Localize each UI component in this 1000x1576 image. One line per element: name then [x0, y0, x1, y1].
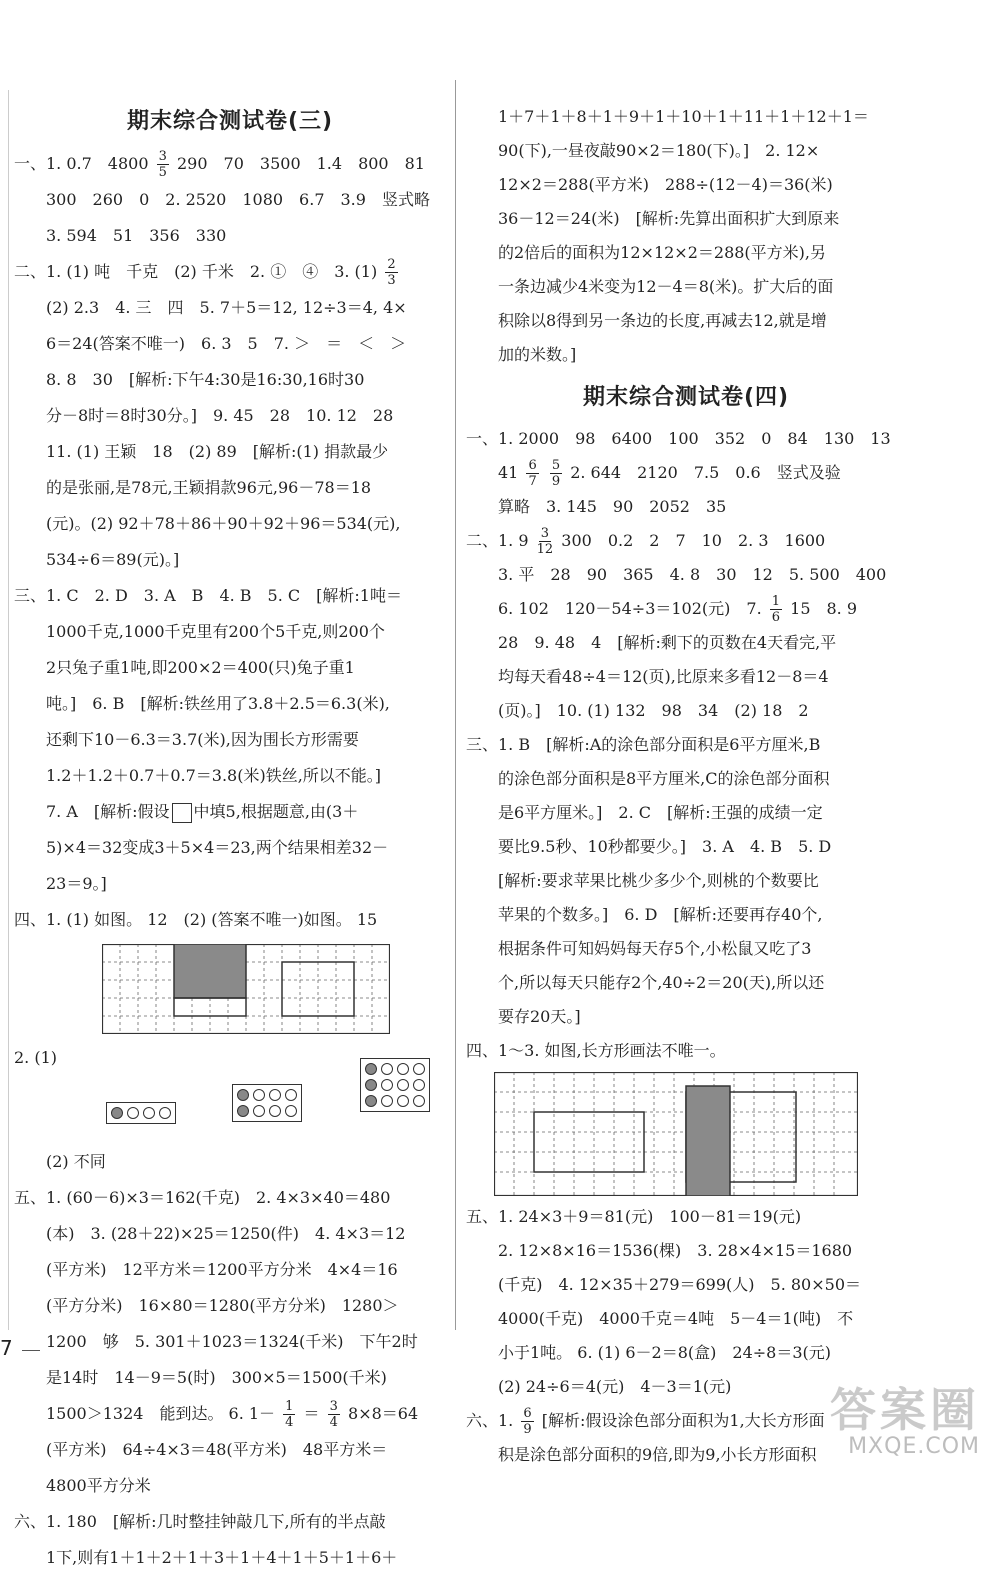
text-line: 还剩下10－6.3＝3.7(米),因为围长方形需要 — [46, 730, 359, 749]
text-line: (平方米) 64÷4×3＝48(平方米) 48平方米＝ — [46, 1440, 388, 1459]
text-line: 个,所以每天只能存2个,40÷2＝20(天),所以还 — [498, 973, 825, 992]
text-line: 1000千克,1000千克里有200个5千克,则200个 — [46, 622, 385, 641]
section-1-line-2: 300 260 0 2. 2520 1080 6.7 3.9 竖式略 — [46, 190, 430, 209]
fraction: $\frac{3}{12}$ — [536, 526, 554, 557]
text-line: (2) 2.3 4. 三 四 5. 7＋5＝12, 12÷3＝4, 4× — [46, 298, 407, 317]
text-line: 根据条件可知妈妈每天存5个,小松鼠又吃了3 — [498, 939, 812, 958]
fraction: $\frac{6}{7}$ — [528, 458, 537, 489]
text-line: 90(下),一昼夜敲90×2＝180(下)。] 2. 12× — [498, 141, 820, 160]
watermark-logo-text: 答案圈 — [830, 1383, 980, 1437]
blank-box — [172, 803, 192, 823]
text-line: 加的米数。] — [498, 345, 577, 364]
text-line: 534÷6＝89(元)。] — [46, 550, 180, 569]
r-section-4-line: 四、1～3. 如图,长方形画法不唯一。 — [466, 1041, 726, 1060]
text-line: 积除以8得到另一条边的长度,再减去12,就是增 — [498, 311, 827, 330]
watermark — [830, 1374, 980, 1459]
text-line: 的涂色部分面积是8平方厘米,C的涂色部分面积 — [498, 769, 830, 788]
r-section-1-line-2: 41 $\frac{6}{7}$ $\frac{5}{9}$ 2. 644 2120 7.5 0.6 竖式及验 — [498, 458, 841, 489]
text-line: 五、1. 24×3＋9＝81(元) 100－81＝19(元) — [466, 1207, 802, 1226]
page-number: 7 — [0, 1336, 13, 1360]
text-line: 苹果的个数多。] 6. D [解析:还要再存40个, — [498, 905, 823, 924]
text-line: 小于1吨。 6. (1) 6－2＝8(盒) 24÷8＝3(元) — [498, 1343, 832, 1362]
text-line: 1.2＋1.2＋0.7＋0.7＝3.8(米)铁丝,所以不能。] — [46, 766, 382, 785]
text-line: 23＝9。] — [46, 874, 107, 893]
column-divider — [455, 80, 456, 1330]
text-line: 分－8时＝8时30分。] 9. 45 28 10. 12 28 — [46, 406, 394, 425]
text-line: 要存20天。] — [498, 1007, 581, 1026]
section-3-lines — [14, 578, 446, 794]
fraction: $\frac{1}{6}$ — [771, 594, 781, 625]
dot-boxes — [14, 1078, 446, 1140]
section-5-lines — [14, 1180, 446, 1396]
text-line: 五、1. (60－6)×3＝162(千克) 2. 4×3×40＝480 — [14, 1188, 391, 1207]
r-section-1-line-1: 一、1. 2000 98 6400 100 352 0 84 130 13 — [466, 429, 891, 448]
text-line: 1200 够 5. 301＋1023＝1324(千米) 下午2时 — [46, 1332, 418, 1351]
section-4-item-2: 2. (1) — [14, 1048, 58, 1067]
box-4-dots — [106, 1102, 176, 1124]
text-line: 6＝24(答案不唯一) 6. 3 5 7. ＞ ＝ ＜ ＞ — [46, 334, 407, 353]
text-line: 一条边减少4米变为12－4＝8(米)。扩大后的面 — [498, 277, 834, 296]
text-line: 2只兔子重1吨,即200×2＝400(只)兔子重1 — [46, 658, 355, 677]
box-12-dots — [360, 1058, 430, 1112]
fraction: $\frac{5}{9}$ — [551, 458, 561, 489]
text-line: (平方分米) 16×80＝1280(平方分米) 1280＞ — [46, 1296, 399, 1315]
right-top-lines — [466, 100, 906, 372]
page-number-dash — [22, 1350, 40, 1351]
text-line: (千克) 4. 12×35＋279＝699(人) 5. 80×50＝ — [498, 1275, 862, 1294]
text-line: (页)。] 10. (1) 132 98 34 (2) 18 2 — [498, 701, 809, 720]
text-line: 4000(千克) 4000千克＝4吨 5－4＝1(吨) 不 — [498, 1309, 854, 1328]
box-8-dots — [232, 1084, 302, 1122]
text-line: 1＋7＋1＋8＋1＋9＋1＋10＋1＋11＋1＋12＋1＝ — [498, 107, 869, 126]
fraction: $\frac{2}{3}$ — [387, 257, 396, 288]
section-4-line-1: 四、1. (1) 如图。 12 (2) (答案不唯一)如图。 15 — [14, 910, 378, 929]
r-section-2-line-1: 二、1. 9 $\frac{3}{12}$ 300 0.2 2 7 10 2. 3 1600 — [466, 526, 826, 557]
text-line: (本) 3. (28＋22)×25＝1250(件) 4. 4×3＝12 — [46, 1224, 406, 1243]
text-line: 要比9.5秒、10秒都要少。] 3. A 4. B 5. D — [498, 837, 832, 856]
section-3-item-7: 7. A [解析:假设 中填5,根据题意,由(3＋ — [46, 802, 359, 821]
section-1-line-1: 一、1. 0.7 4800 $\frac{3}{5}$ 290 70 3500 1.4 800 81 — [14, 149, 425, 180]
text-line: 六、1. 180 [解析:几时整挂钟敲几下,所有的半点敲 — [14, 1512, 386, 1531]
text-line: 1下,则有1＋1＋2＋1＋3＋1＋4＋1＋5＋1＋6＋ — [46, 1548, 398, 1567]
fraction: $\frac{3}{5}$ — [158, 149, 167, 180]
left-column — [14, 96, 446, 1576]
test-title-3: 期末综合测试卷(三) — [126, 109, 334, 134]
fraction: $\frac{3}{4}$ — [329, 1399, 338, 1430]
section-6-lines — [14, 1504, 446, 1576]
grid-figure-2 — [494, 1072, 858, 1196]
text-line: 吨。] 6. B [解析:铁丝用了3.8＋2.5＝6.3(米), — [46, 694, 390, 713]
text-line: 的是张丽,是78元,王颖捐款96元,96－78＝18 — [46, 478, 372, 497]
fraction: $\frac{6}{9}$ — [523, 1406, 532, 1437]
text-line: 三、1. B [解析:A的涂色部分面积是6平方厘米,B — [466, 735, 821, 754]
grid-figure-1 — [102, 944, 390, 1034]
section-2-line-1: 二、1. (1) 吨 千克 (2) 千米 2. ① ④ 3. (1) $\frac{2}{3}$ — [14, 257, 396, 288]
text-line: 的2倍后的面积为12×12×2＝288(平方米),另 — [498, 243, 827, 262]
text-line: 12×2＝288(平方米) 288÷(12－4)＝36(米) — [498, 175, 833, 194]
right-column — [466, 100, 906, 1472]
section-5-item-6: 1500＞1324 能到达。 6. 1－ $\frac{1}{4}$ ＝ $\frac{3}{4}$ 8×8＝64 — [46, 1399, 419, 1430]
text-line: 是6平方厘米。] 2. C [解析:王强的成绩一定 — [498, 803, 823, 822]
text-line: 是14时 14－9＝5(时) 300×5＝1500(千米) — [46, 1368, 387, 1387]
r-section-2-line-3: 6. 102 120－54÷3＝102(元) 7. $\frac{1}{6}$ 15 8. 9 — [498, 594, 858, 625]
section-4-item-2-answer: (2) 不同 — [46, 1152, 106, 1171]
text-line: 28 9. 48 4 [解析:剩下的页数在4天看完,平 — [498, 633, 837, 652]
margin-line — [8, 90, 9, 1330]
section-1-line-3: 3. 594 51 356 330 — [46, 226, 227, 245]
text-line: 4800平方分米 — [46, 1476, 151, 1495]
text-line: 36－12＝24(米) [解析:先算出面积扩大到原来 — [498, 209, 840, 228]
text-line: (2) 24÷6＝4(元) 4－3＝1(元) — [498, 1377, 732, 1396]
section-3-tail — [14, 830, 446, 902]
watermark-url: MXQE.COM — [848, 1434, 980, 1459]
text-line: 均每天看48÷4＝12(页),比原来多看12－8＝4 — [498, 667, 829, 686]
r-section-3-lines — [466, 728, 906, 1034]
text-line: 三、1. C 2. D 3. A B 4. B 5. C [解析:1吨＝ — [14, 586, 402, 605]
r-section-6-line-1: 六、1. $\frac{6}{9}$ [解析:假设涂色部分面积为1,大长方形面 — [466, 1406, 825, 1437]
r-section-2-line-2: 3. 平 28 90 365 4. 8 30 12 5. 500 400 — [498, 565, 887, 584]
test-title-4: 期末综合测试卷(四) — [582, 385, 790, 410]
section-2-lines — [14, 290, 446, 578]
text-line: (元)。(2) 92＋78＋86＋90＋92＋96＝534(元), — [46, 514, 401, 533]
section-5-tail — [14, 1432, 446, 1504]
text-line: 5)×4＝32变成3＋5×4＝23,两个结果相差32－ — [46, 838, 389, 857]
text-line: 2. 12×8×16＝1536(棵) 3. 28×4×15＝1680 — [498, 1241, 853, 1260]
r-section-6-line-2: 积是涂色部分面积的9倍,即为9,小长方形面积 — [498, 1445, 817, 1464]
r-section-2-lines — [466, 626, 906, 728]
text-line: 8. 8 30 [解析:下午4:30是16:30,16时30 — [46, 370, 365, 389]
text-line: 11. (1) 王颖 18 (2) 89 [解析:(1) 捐款最少 — [46, 442, 389, 461]
r-section-1-line-3: 算略 3. 145 90 2052 35 — [498, 497, 727, 516]
text-line: (平方米) 12平方米＝1200平方分米 4×4＝16 — [46, 1260, 398, 1279]
text-line: [解析:要求苹果比桃少多少个,则桃的个数要比 — [498, 871, 819, 890]
fraction: $\frac{1}{4}$ — [285, 1399, 294, 1430]
